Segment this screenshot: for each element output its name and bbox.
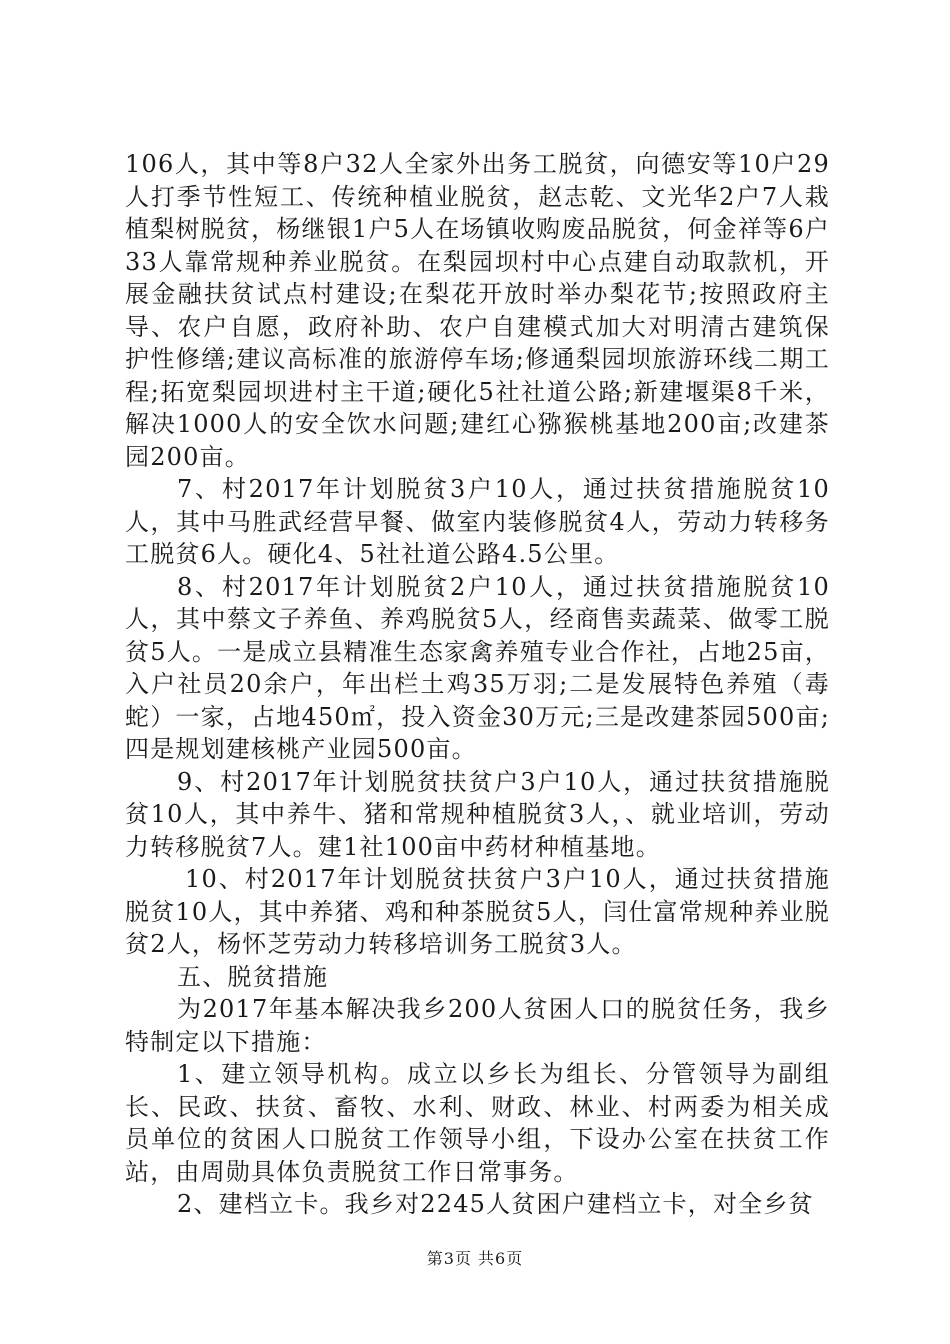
paragraph-village-9: 9、村2017年计划脱贫扶贫户3户10人，通过扶贫措施脱贫10人，其中养牛、猪和常规种植脱贫3人，、就业培训，劳动力转移脱贫7人。建1社100亩中药材种植基地。 — [125, 767, 830, 861]
section-heading-measures: 五、脱贫措施 — [177, 962, 329, 991]
paragraph-village-7: 7、村2017年计划脱贫3户10人，通过扶贫措施脱贫10人，其中马胜武经营早餐、做室内装修脱贫4人，劳动力转移务工脱贫6人。硬化4、5社社道公路4.5公里。 — [125, 475, 830, 568]
paragraph-measure-2: 2、建档立卡。我乡对2245人贫困户建档立卡，对全乡贫 — [177, 1190, 814, 1218]
paragraph-village-10: 10、村2017年计划脱贫扶贫户3户10人，通过扶贫措施脱贫10人，其中养猪、鸡和种茶脱贫5人，闫仕富常规种养业脱贫2人，杨怀芝劳动力转移培训务工脱贫3人。 — [125, 865, 830, 958]
page-number-footer: 第3页 共6页 — [426, 1249, 524, 1268]
paragraph-measure-1: 1、建立领导机构。成立以乡长为组长、分管领导为副组长、民政、扶贫、畜牧、水利、财政、林业、村两委为相关成员单位的贫困人口脱贫工作领导小组，下设办公室在扶贫工作站，由周勋具体负责脱贫工作日常事务。 — [125, 1060, 830, 1186]
paragraph-continuation: 106人，其中等8户32人全家外出务工脱贫，向德安等10户29人打季节性短工、传统种植业脱贫，赵志乾、文光华2户7人栽植梨树脱贫，杨继银1户5人在场镇收购废品脱贫，何金祥等6户33人靠常规种养业脱贫。在梨园坝村中心点建自动取款机，开展金融扶贫试点村建设;在梨花开放时举办梨花节;按照政府主导、农户自愿，政府补助、农户自建模式加大对明清古建筑保护性修缮;建议高标准的旅游停车场;修通梨园坝旅游环线二期工程;拓宽梨园坝进村主干道;硬化5社社道公路;新建堰渠8千米，解决1000人的安全饮水问题;建红心猕猴桃基地200亩;改建茶园200亩。 — [125, 150, 830, 471]
paragraph-village-8: 8、村2017年计划脱贫2户10人，通过扶贫措施脱贫10人，其中蔡文子养鱼、养鸡脱贫5人，经商售卖蔬菜、做零工脱贫5人。一是成立县精准生态家禽养殖专业合作社，占地25亩，入户社员20余户，年出栏土鸡35万羽;二是发展特色养殖（毒蛇）一家，占地450㎡，投入资金30万元;三是改建茶园500亩;四是规划建核桃产业园500亩。 — [125, 572, 830, 763]
document-body — [125, 148, 830, 1221]
paragraph-measures-intro: 为2017年基本解决我乡200人贫困人口的脱贫任务，我乡特制定以下措施： — [125, 995, 830, 1056]
